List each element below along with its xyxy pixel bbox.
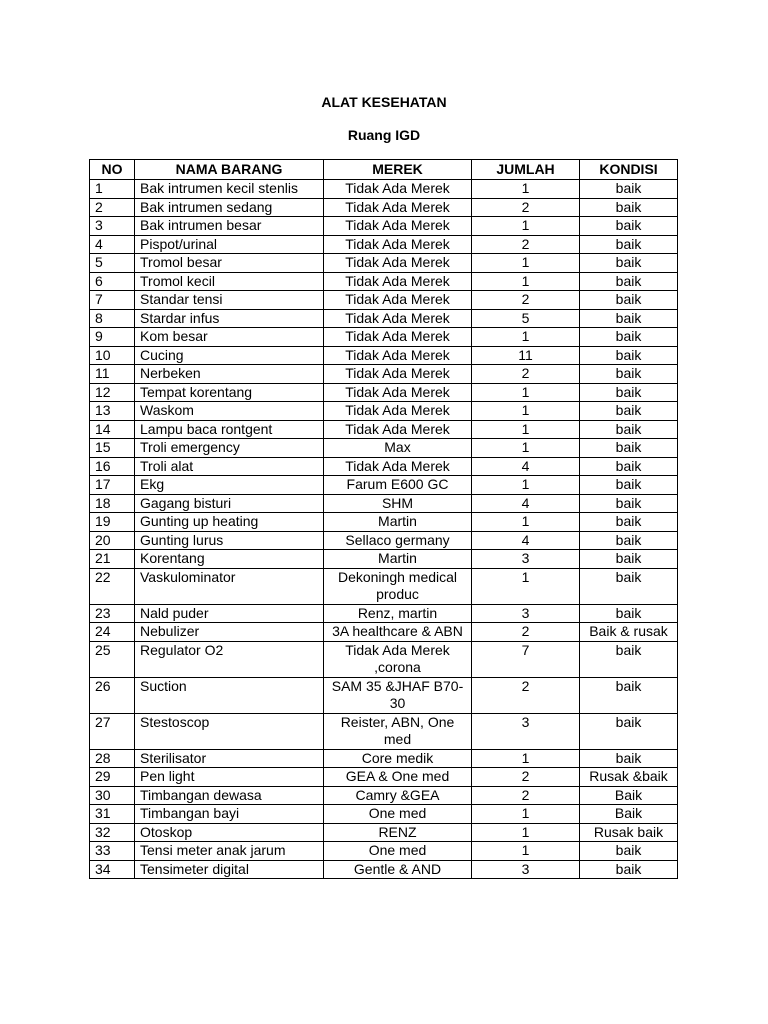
cell-no: 12 [90,383,135,402]
cell-item-name: Cucing [135,346,324,365]
cell-no: 29 [90,768,135,787]
cell-condition: baik [580,677,678,713]
cell-quantity: 1 [472,513,580,532]
cell-quantity: 1 [472,402,580,421]
cell-item-name: Timbangan dewasa [135,786,324,805]
cell-item-name: Sterilisator [135,749,324,768]
cell-condition: baik [580,860,678,879]
cell-item-name: Bak intrumen besar [135,217,324,236]
cell-brand: Tidak Ada Merek [324,328,472,347]
cell-condition: baik [580,180,678,199]
table-row [90,198,678,217]
cell-quantity: 2 [472,768,580,787]
cell-item-name: Pispot/urinal [135,235,324,254]
cell-condition: baik [580,346,678,365]
cell-item-name: Tromol kecil [135,272,324,291]
cell-brand: Tidak Ada Merek [324,402,472,421]
cell-item-name: Gagang bisturi [135,494,324,513]
cell-brand: Tidak Ada Merek [324,180,472,199]
table-row [90,604,678,623]
cell-item-name: Gunting up heating [135,513,324,532]
header-no: NO [90,160,135,180]
cell-quantity: 2 [472,235,580,254]
cell-condition: baik [580,235,678,254]
cell-quantity: 1 [472,328,580,347]
cell-brand: 3A healthcare & ABN [324,623,472,642]
cell-condition: baik [580,842,678,861]
table-row [90,641,678,677]
cell-quantity: 1 [472,383,580,402]
cell-no: 33 [90,842,135,861]
cell-quantity: 1 [472,254,580,273]
cell-no: 2 [90,198,135,217]
cell-quantity: 2 [472,677,580,713]
header-condition: KONDISI [580,160,678,180]
cell-item-name: Standar tensi [135,291,324,310]
cell-brand: One med [324,842,472,861]
cell-item-name: Troli alat [135,457,324,476]
cell-no: 7 [90,291,135,310]
cell-no: 19 [90,513,135,532]
table-row [90,494,678,513]
cell-quantity: 3 [472,713,580,749]
cell-no: 8 [90,309,135,328]
cell-no: 6 [90,272,135,291]
cell-item-name: Stardar infus [135,309,324,328]
cell-quantity: 3 [472,550,580,569]
cell-item-name: Korentang [135,550,324,569]
cell-brand: RENZ [324,823,472,842]
cell-brand: Tidak Ada Merek [324,365,472,384]
table-row [90,291,678,310]
cell-item-name: Troli emergency [135,439,324,458]
table-row [90,383,678,402]
cell-brand: Tidak Ada Merek ,corona [324,641,472,677]
cell-item-name: Nerbeken [135,365,324,384]
table-row [90,677,678,713]
cell-no: 13 [90,402,135,421]
cell-quantity: 1 [472,823,580,842]
cell-no: 14 [90,420,135,439]
cell-item-name: Tromol besar [135,254,324,273]
cell-no: 26 [90,677,135,713]
cell-quantity: 4 [472,457,580,476]
cell-condition: baik [580,568,678,604]
cell-item-name: Pen light [135,768,324,787]
cell-condition: baik [580,217,678,236]
cell-brand: Martin [324,513,472,532]
cell-quantity: 4 [472,494,580,513]
cell-quantity: 7 [472,641,580,677]
cell-no: 18 [90,494,135,513]
table-row [90,254,678,273]
table-row [90,623,678,642]
cell-condition: Rusak &baik [580,768,678,787]
cell-no: 11 [90,365,135,384]
cell-condition: baik [580,713,678,749]
cell-condition: Baik & rusak [580,623,678,642]
cell-no: 15 [90,439,135,458]
cell-item-name: Vaskulominator [135,568,324,604]
table-row [90,457,678,476]
cell-quantity: 1 [472,217,580,236]
cell-brand: Tidak Ada Merek [324,254,472,273]
cell-quantity: 2 [472,291,580,310]
cell-item-name: Suction [135,677,324,713]
cell-no: 22 [90,568,135,604]
cell-condition: baik [580,365,678,384]
cell-brand: Tidak Ada Merek [324,198,472,217]
cell-no: 3 [90,217,135,236]
cell-brand: Tidak Ada Merek [324,309,472,328]
cell-quantity: 2 [472,365,580,384]
cell-item-name: Tempat korentang [135,383,324,402]
cell-no: 21 [90,550,135,569]
cell-no: 17 [90,476,135,495]
cell-item-name: Bak intrumen sedang [135,198,324,217]
table-row [90,272,678,291]
cell-condition: baik [580,476,678,495]
table-row [90,217,678,236]
cell-quantity: 3 [472,860,580,879]
cell-quantity: 1 [472,476,580,495]
cell-quantity: 4 [472,531,580,550]
cell-brand: Farum E600 GC [324,476,472,495]
cell-item-name: Kom besar [135,328,324,347]
cell-item-name: Gunting lurus [135,531,324,550]
cell-no: 23 [90,604,135,623]
table-row [90,550,678,569]
cell-brand: Martin [324,550,472,569]
cell-brand: Tidak Ada Merek [324,420,472,439]
cell-no: 10 [90,346,135,365]
cell-item-name: Tensi meter anak jarum [135,842,324,861]
table-row [90,328,678,347]
table-row [90,309,678,328]
table-row [90,568,678,604]
cell-no: 1 [90,180,135,199]
cell-item-name: Stestoscop [135,713,324,749]
cell-brand: Camry &GEA [324,786,472,805]
table-row [90,531,678,550]
cell-condition: baik [580,749,678,768]
cell-brand: Tidak Ada Merek [324,291,472,310]
cell-brand: One med [324,805,472,824]
cell-item-name: Lampu baca rontgent [135,420,324,439]
cell-brand: Max [324,439,472,458]
table-row [90,235,678,254]
table-row [90,768,678,787]
cell-brand: Gentle & AND [324,860,472,879]
cell-condition: baik [580,291,678,310]
cell-no: 24 [90,623,135,642]
header-brand: MEREK [324,160,472,180]
cell-no: 16 [90,457,135,476]
table-row [90,749,678,768]
cell-item-name: Regulator O2 [135,641,324,677]
cell-item-name: Timbangan bayi [135,805,324,824]
cell-brand: SAM 35 &JHAF B70-30 [324,677,472,713]
cell-quantity: 1 [472,749,580,768]
cell-condition: baik [580,383,678,402]
cell-item-name: Tensimeter digital [135,860,324,879]
cell-no: 30 [90,786,135,805]
cell-quantity: 1 [472,180,580,199]
cell-condition: baik [580,254,678,273]
cell-condition: baik [580,513,678,532]
cell-condition: baik [580,328,678,347]
cell-quantity: 2 [472,623,580,642]
cell-quantity: 2 [472,786,580,805]
cell-quantity: 3 [472,604,580,623]
cell-brand: Tidak Ada Merek [324,235,472,254]
table-row [90,513,678,532]
table-row [90,805,678,824]
cell-no: 31 [90,805,135,824]
table-row [90,420,678,439]
cell-brand: Sellaco germany [324,531,472,550]
cell-condition: baik [580,494,678,513]
table-row [90,823,678,842]
cell-condition: baik [580,198,678,217]
cell-brand: Tidak Ada Merek [324,217,472,236]
cell-brand: Tidak Ada Merek [324,383,472,402]
cell-quantity: 1 [472,568,580,604]
cell-condition: baik [580,531,678,550]
cell-brand: Dekoningh medical produc [324,568,472,604]
cell-quantity: 1 [472,420,580,439]
cell-brand: Tidak Ada Merek [324,272,472,291]
cell-condition: baik [580,439,678,458]
cell-condition: baik [580,420,678,439]
cell-quantity: 5 [472,309,580,328]
cell-condition: baik [580,309,678,328]
document-title: ALAT KESEHATAN [321,94,447,110]
cell-condition: Rusak baik [580,823,678,842]
cell-no: 9 [90,328,135,347]
header-qty: JUMLAH [472,160,580,180]
table-row [90,713,678,749]
cell-no: 27 [90,713,135,749]
table-row [90,786,678,805]
cell-item-name: Nebulizer [135,623,324,642]
table-header-row [90,160,678,180]
cell-brand: Reister, ABN, One med [324,713,472,749]
cell-brand: Core medik [324,749,472,768]
cell-brand: SHM [324,494,472,513]
cell-quantity: 1 [472,842,580,861]
cell-no: 25 [90,641,135,677]
cell-condition: baik [580,272,678,291]
cell-brand: GEA & One med [324,768,472,787]
table-row [90,476,678,495]
table-row [90,180,678,199]
cell-item-name: Otoskop [135,823,324,842]
cell-condition: baik [580,402,678,421]
table-row [90,402,678,421]
table-body [90,180,678,879]
cell-item-name: Nald puder [135,604,324,623]
table-row [90,346,678,365]
cell-item-name: Bak intrumen kecil stenlis [135,180,324,199]
cell-no: 4 [90,235,135,254]
table-row [90,860,678,879]
cell-no: 28 [90,749,135,768]
cell-no: 5 [90,254,135,273]
cell-no: 32 [90,823,135,842]
cell-item-name: Ekg [135,476,324,495]
cell-quantity: 11 [472,346,580,365]
cell-condition: baik [580,550,678,569]
cell-quantity: 1 [472,805,580,824]
cell-no: 20 [90,531,135,550]
table-row [90,365,678,384]
cell-condition: Baik [580,805,678,824]
cell-condition: baik [580,604,678,623]
cell-condition: baik [580,641,678,677]
cell-no: 34 [90,860,135,879]
table-row [90,842,678,861]
document-subtitle: Ruang IGD [347,127,421,143]
cell-quantity: 2 [472,198,580,217]
cell-brand: Tidak Ada Merek [324,346,472,365]
cell-brand: Renz, martin [324,604,472,623]
table-row [90,439,678,458]
header-name: NAMA BARANG [135,160,324,180]
cell-quantity: 1 [472,272,580,291]
cell-quantity: 1 [472,439,580,458]
inventory-table [89,159,678,879]
cell-item-name: Waskom [135,402,324,421]
cell-condition: Baik [580,786,678,805]
cell-brand: Tidak Ada Merek [324,457,472,476]
cell-condition: baik [580,457,678,476]
